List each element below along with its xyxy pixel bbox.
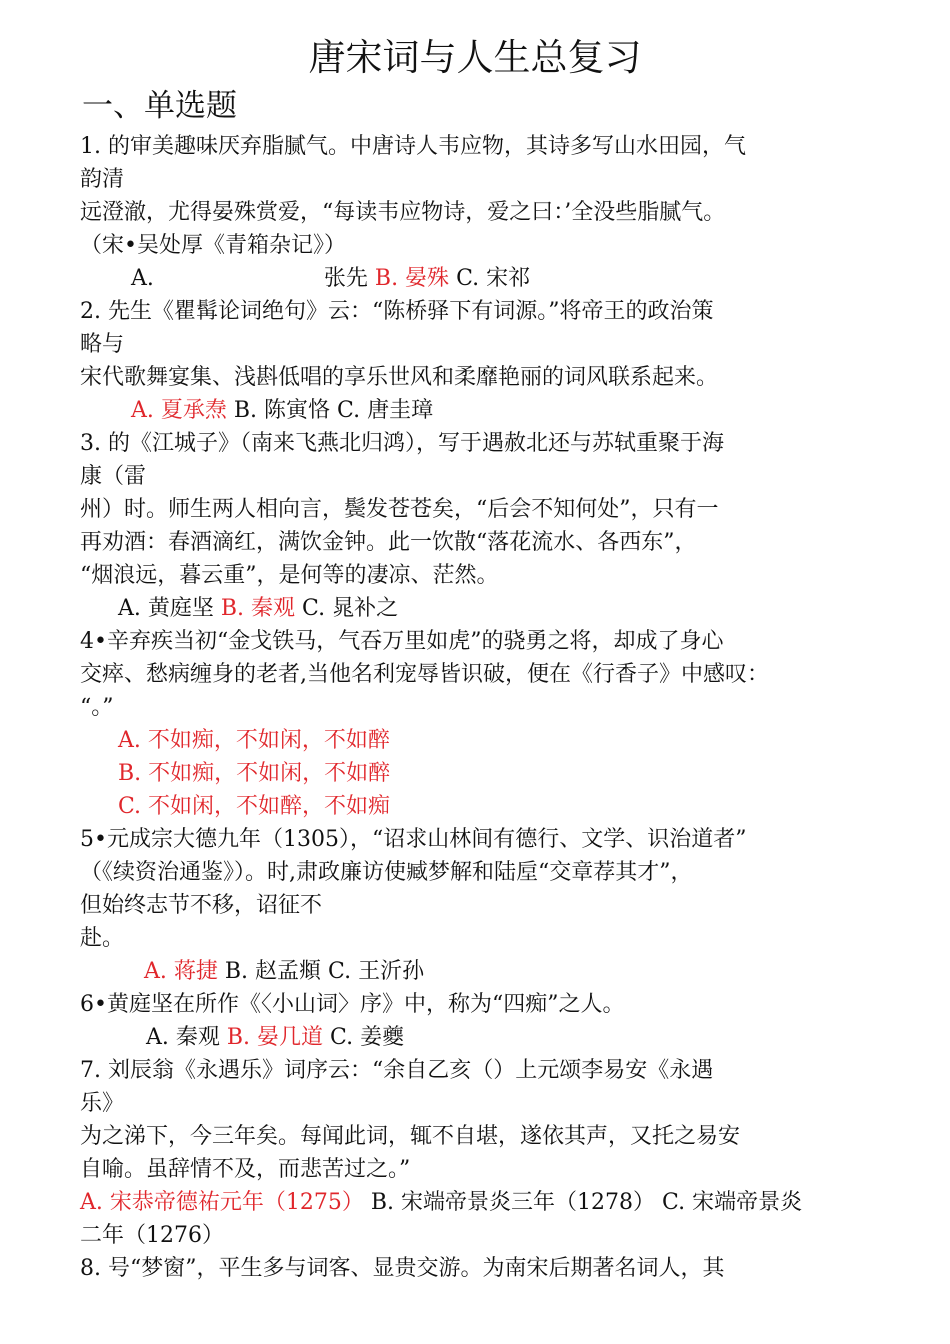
option-b-answer: B. 晏殊 (374, 266, 450, 291)
question-4-option-c-answer: C. 不如闲，不如醉，不如痴 (118, 794, 391, 819)
question-3-line: “烟浪远，暮云重”，是何等的凄凉、茫然。 (80, 563, 499, 588)
option-b: B. 陈寅恪 (233, 398, 331, 423)
option-c: C. 姜夔 (330, 1025, 405, 1050)
question-5-line: 5•元成宗大德九年（1305），“诏求山林间有德行、文学、识治道者” (80, 827, 747, 852)
question-7-option-c-continued: 二年（1276） (80, 1223, 224, 1248)
question-4-option-a (80, 724, 880, 757)
question-2-options (80, 394, 880, 427)
option-a-answer: A. 夏承焘 (131, 398, 227, 423)
question-list (80, 130, 880, 1285)
option-b-answer: B. 秦观 (220, 596, 296, 621)
question-7-line: 自喻。虽辞情不及，而悲苦过之。” (80, 1157, 411, 1182)
option-a: A. 秦观 (146, 1025, 220, 1050)
question-5-options (80, 955, 880, 988)
option-b: B. 宋端帝景炎三年（1278） (370, 1190, 656, 1215)
option-c: C. 宋端帝景炎 (662, 1190, 803, 1215)
question-5-line: 但始终志节不移，诏征不 (80, 893, 323, 918)
question-6-options (80, 1021, 880, 1054)
option-a-answer: A. 蒋捷 (144, 959, 218, 984)
question-2-line: 宋代歌舞宴集、浅斟低唱的享乐世风和柔靡艳丽的词风联系起来。 (80, 365, 719, 390)
option-c: C. 晁补之 (302, 596, 399, 621)
option-a-text: A. 不如痴，不如闲，不如醉 (118, 728, 390, 753)
question-8-line: 8. 号“梦窗”，平生多与词客、显贵交游。为南宋后期著名词人，其 (80, 1256, 725, 1281)
question-5-line: 赴。 (80, 926, 125, 951)
question-7-line: 7. 刘辰翁《永遇乐》词序云：“余自乙亥（）上元颂李易安《永遇 (80, 1058, 714, 1083)
question-6-line: 6•黄庭坚在所作《〈小山词〉序》中，称为“四痴”之人。 (80, 992, 625, 1017)
document-title: 唐宋词与人生总复习 (308, 36, 642, 79)
question-7-options (80, 1186, 880, 1219)
question-3-line: 3. 的《江城子》（南来飞燕北归鸿），写于遇赦北还与苏轼重聚于海 (80, 431, 724, 456)
question-4-line: “。” (80, 695, 114, 720)
question-3-line: 康（雷 (80, 464, 147, 489)
section-heading: 一、单选题 (82, 88, 237, 124)
question-2-line: 2. 先生《瞿髯论词绝句》云：“陈桥驿下有词源。”将帝王的政治策 (80, 299, 714, 324)
question-7-line: 乐》 (80, 1091, 125, 1116)
question-2-line: 略与 (80, 332, 125, 357)
option-c: C. 宋祁 (456, 266, 531, 291)
question-3-line: 州）时。师生两人相向言，鬓发苍苍矣，“后会不知何处”，只有一 (80, 497, 719, 522)
question-4-line: 4•辛弃疾当初“金戈铁马，气吞万里如虎”的骁勇之将，却成了身心 (80, 629, 724, 654)
question-4-option-b (80, 757, 880, 790)
question-3-options (80, 592, 880, 625)
question-5-line: （《续资治通鉴》）。时,肃政廉访使臧梦解和陆垕“交章荐其才”， (80, 860, 693, 885)
question-1-line: 远澄澈，尤得晏殊赏爱，“每读韦应物诗，爱之曰：’全没些脂腻气。 (80, 200, 726, 225)
question-1-line: （宋•吴处厚《青箱杂记》） (80, 233, 346, 258)
option-b-text: B. 不如痴，不如闲，不如醉 (118, 761, 391, 786)
option-a: A. 黄庭坚 (118, 596, 214, 621)
option-a-text: 张先 (323, 266, 368, 291)
question-1-line: 韵清 (80, 167, 125, 192)
question-1-options (80, 262, 880, 295)
option-b: B. 赵孟頫 (224, 959, 322, 984)
option-c: C. 唐圭璋 (337, 398, 434, 423)
question-4-line: 交瘁、愁病缠身的老者,当他名利宠辱皆识破，便在《行香子》中感叹： (80, 662, 769, 687)
option-a-answer: A. 宋恭帝德祐元年（1275） (80, 1190, 364, 1215)
option-c: C. 王沂孙 (328, 959, 425, 984)
question-7-line: 为之涕下，今三年矣。每闻此词，辄不自堪，遂依其声，又托之易安 (80, 1124, 741, 1149)
option-a: A. (131, 266, 154, 291)
question-1-line: 1. 的审美趣味厌弃脂腻气。中唐诗人韦应物，其诗多写山水田园，气 (80, 134, 746, 159)
question-3-line: 再劝酒：春酒滴红，满饮金钟。此一饮散“落花流水、各西东”， (80, 530, 697, 555)
option-b-answer: B. 晏几道 (226, 1025, 324, 1050)
